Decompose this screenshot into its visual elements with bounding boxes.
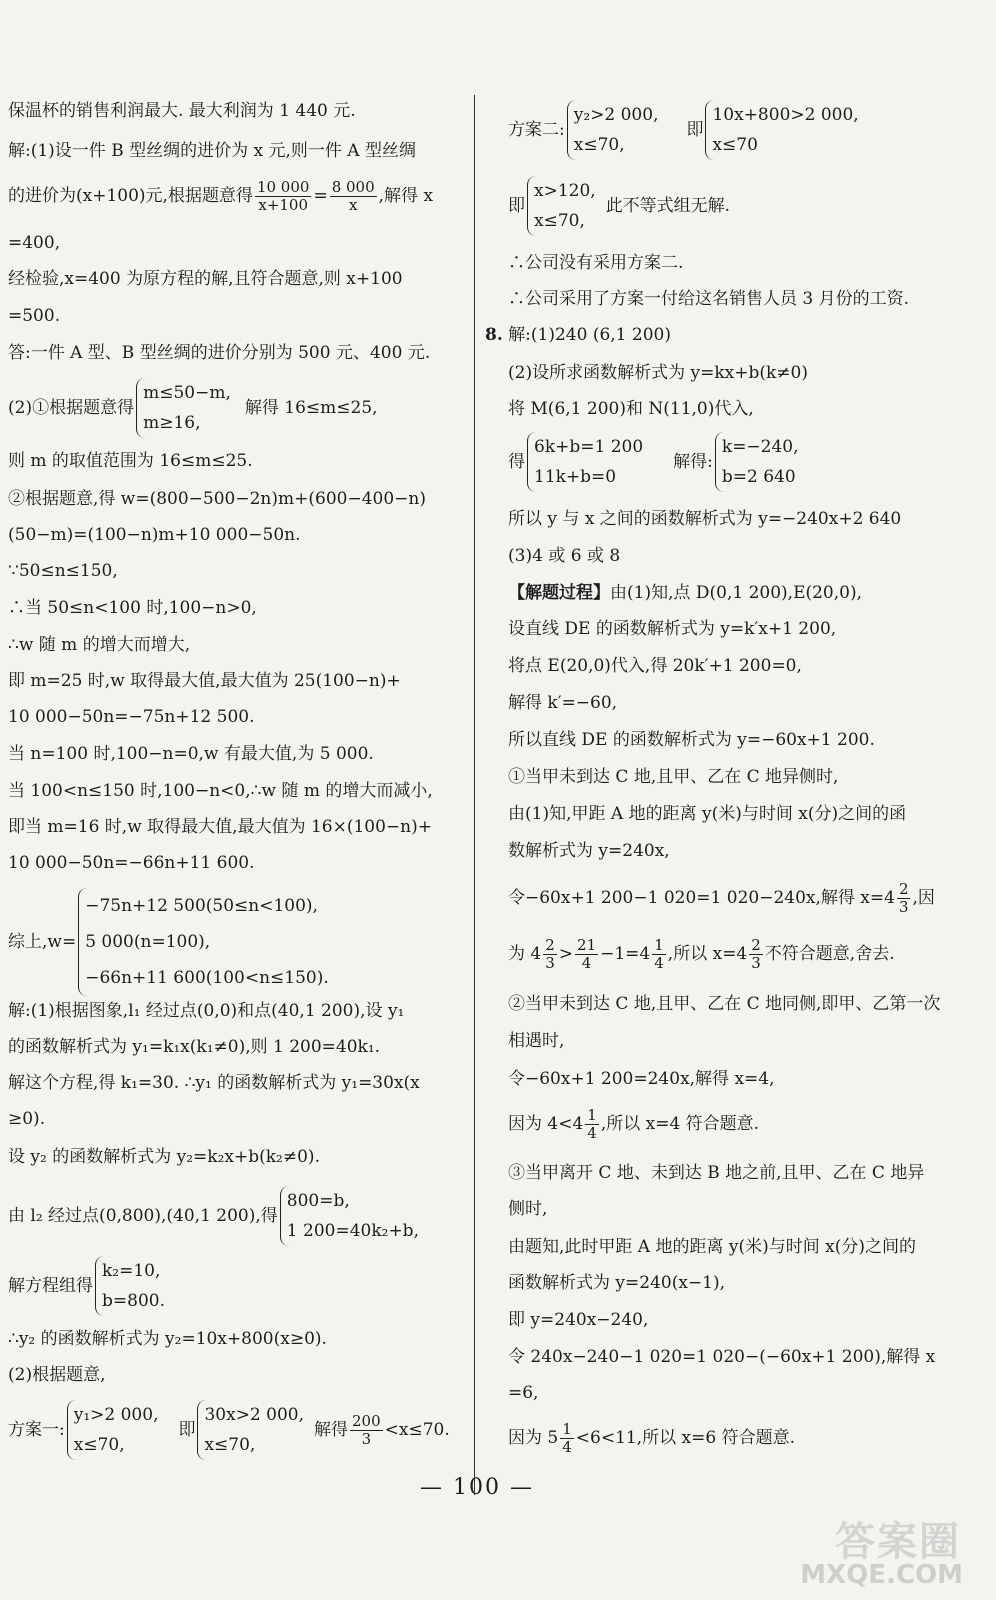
text-line: 函数解析式为 y=240(x−1), (508, 1273, 726, 1293)
watermark-logo (801, 1510, 971, 1590)
brace-system: 800=b, 1 200=40k₂+b, (280, 1186, 419, 1246)
text-line: 的进价为(x+100)元,根据题意得 $\frac{10 000}{x+100}$ = $\frac{8 000}{x}$ ,解得 x (8, 178, 434, 214)
text-line: 侧时, (508, 1199, 548, 1219)
brace-system: y₁>2 000, x≤70, (67, 1400, 159, 1460)
page-number: — 100 — (420, 1475, 534, 1500)
equation-system-line: 即 x>120, x≤70, 此不等式组无解. (508, 176, 730, 236)
equation-system-line: 方案二: y₂>2 000, x≤70, 即 10x+800>2 000, x≤70 (508, 100, 859, 160)
text-line: 当 100<n≤150 时,100−n<0,∴w 随 m 的增大而减小, (8, 781, 433, 801)
question-number: 8. (485, 325, 503, 345)
watermark-text: 答案圈 (835, 1519, 961, 1565)
text-line: (2)根据题意, (8, 1365, 106, 1385)
text-line: 答:一件 A 型、B 型丝绸的进价分别为 500 元、400 元. (8, 343, 431, 363)
text-line: ∴公司采用了方案一付给这名销售人员 3 月份的工资. (508, 289, 910, 309)
text-line: =500. (8, 306, 61, 326)
text-line: ③当甲离开 C 地、未到达 B 地之前,且甲、乙在 C 地异 (508, 1163, 925, 1183)
text-line: ∵50≤n≤150, (8, 561, 118, 581)
text-line: ∴y₂ 的函数解析式为 y₂=10x+800(x≥0). (8, 1329, 327, 1349)
fraction: $\frac{1}{4}$ (587, 1106, 597, 1142)
text-line: 即 m=25 时,w 取得最大值,最大值为 25(100−n)+ (8, 671, 401, 691)
text-line: 解:(1)设一件 B 型丝绸的进价为 x 元,则一件 A 型丝绸 (8, 141, 416, 161)
text-line: ∴公司没有采用方案二. (508, 253, 684, 273)
fraction: $\frac{2}{3}$ (545, 936, 555, 972)
text-line: 因为 4<4 $\frac{1}{4}$ ,所以 x=4 符合题意. (508, 1106, 760, 1142)
text-line: 当 n=100 时,100−n=0,w 有最大值,为 5 000. (8, 744, 374, 764)
text-line: =400, (8, 233, 61, 253)
text-line: (2)设所求函数解析式为 y=kx+b(k≠0) (508, 363, 808, 383)
question-8-header: 8. 解:(1)240 (6,1 200) (485, 325, 671, 345)
text-line: (3)4 或 6 或 8 (508, 546, 621, 566)
brace-system: −75n+12 500(50≤n<100), 5 000(n=100), −66n+11 600(100<n≤150). (78, 888, 329, 996)
brace-system: k=−240, b=2 640 (715, 432, 799, 492)
text-line: 将点 E(20,0)代入,得 20k′+1 200=0, (508, 656, 802, 676)
fraction: $\frac{200}{3}$ (352, 1411, 381, 1448)
brace-system: 30x>2 000, x≤70, (197, 1400, 304, 1460)
column-divider (474, 95, 475, 1495)
equation-system-line: (2)①根据题意得 m≤50−m, m≥16, 解得 16≤m≤25, (8, 378, 378, 438)
text-line: 令−60x+1 200=240x,解得 x=4, (508, 1069, 775, 1089)
equation-system-line: 由 l₂ 经过点(0,800),(40,1 200),得 800=b, 1 200=40k₂+b, (8, 1186, 419, 1246)
section-tag: 【解题过程】 (508, 583, 610, 603)
text-line: 数解析式为 y=240x, (508, 841, 670, 861)
text-line: ①当甲未到达 C 地,且甲、乙在 C 地异侧时, (508, 767, 839, 787)
equation-system-line: 解方程组得 k₂=10, b=800. (8, 1256, 165, 1316)
fraction: $\frac{8 000}{x}$ (331, 178, 375, 214)
text-line: 为 4 $\frac{2}{3}$ > $\frac{21}{4}$ −1=4 $\frac{1}{4}$ ,所以 x=4 $\frac{2}{3}$ 不符合题意,舍去. (508, 936, 895, 972)
text-line: ②根据题意,得 w=(800−500−2n)m+(600−400−n) (8, 489, 426, 509)
brace-system: k₂=10, b=800. (95, 1256, 165, 1316)
text-line: 相遇时, (508, 1031, 565, 1051)
text-line: 【解题过程】由(1)知,点 D(0,1 200),E(20,0), (508, 583, 863, 603)
text-line: =6, (508, 1383, 539, 1403)
fraction: $\frac{21}{4}$ (577, 936, 597, 972)
text-line: 令−60x+1 200−1 020=1 020−240x,解得 x=4 $\frac{2}{3}$ ,因 (508, 880, 935, 916)
brace-system: 6k+b=1 200 11k+b=0 (527, 432, 643, 492)
text-line: 解:(1)根据图象,l₁ 经过点(0,0)和点(40,1 200),设 y₁ (8, 1001, 405, 1021)
piecewise-line: 综上,w= −75n+12 500(50≤n<100), 5 000(n=100), −66n+11 600(100<n≤150). (8, 888, 329, 996)
text-line: 由题知,此时甲距 A 地的距离 y(米)与时间 x(分)之间的 (508, 1237, 917, 1257)
text-line: 则 m 的取值范围为 16≤m≤25. (8, 451, 253, 471)
equation-system-line: 方案一: y₁>2 000, x≤70, 即 30x>2 000, x≤70, 解得 $\frac{200}{3}$ <x≤70. (8, 1400, 450, 1460)
text-line: 解得 k′=−60, (508, 693, 618, 713)
text-line: ∴当 50≤n<100 时,100−n>0, (8, 598, 257, 618)
text-line: 由(1)知,甲距 A 地的距离 y(米)与时间 x(分)之间的函 (508, 804, 907, 824)
text-line: 令 240x−240−1 020=1 020−(−60x+1 200),解得 x (508, 1347, 936, 1367)
text-line: 10 000−50n=−75n+12 500. (8, 707, 255, 727)
text-line: 因为 5 $\frac{1}{4}$ <6<11,所以 x=6 符合题意. (508, 1420, 795, 1456)
fraction: $\frac{2}{3}$ (898, 880, 909, 916)
fraction: $\frac{10 000}{x+100}$ (256, 178, 310, 214)
fraction: $\frac{1}{4}$ (562, 1420, 572, 1456)
text-line: 即当 m=16 时,w 取得最大值,最大值为 16×(100−n)+ (8, 817, 432, 837)
brace-system: m≤50−m, m≥16, (136, 378, 231, 438)
brace-system: x>120, x≤70, (527, 176, 596, 236)
text-line: 所以 y 与 x 之间的函数解析式为 y=−240x+2 640 (508, 509, 902, 529)
text-line: 所以直线 DE 的函数解析式为 y=−60x+1 200. (508, 730, 875, 750)
brace-system: y₂>2 000, x≤70, (567, 100, 659, 160)
watermark-url: MXQE.COM (800, 1560, 963, 1590)
fraction: $\frac{1}{4}$ (654, 936, 664, 972)
text-line: 即 y=240x−240, (508, 1310, 649, 1330)
text-line: (50−m)=(100−n)m+10 000−50n. (8, 525, 301, 545)
equation-system-line: 得 6k+b=1 200 11k+b=0 解得: k=−240, b=2 640 (508, 432, 799, 492)
text-line: 将 M(6,1 200)和 N(11,0)代入, (508, 399, 754, 419)
text-line: 保温杯的销售利润最大. 最大利润为 1 440 元. (8, 101, 356, 121)
text-line: 设 y₂ 的函数解析式为 y₂=k₂x+b(k₂≠0). (8, 1147, 320, 1167)
text-line: 设直线 DE 的函数解析式为 y=k′x+1 200, (508, 619, 837, 639)
text-line: ≥0). (8, 1109, 46, 1129)
text-line: 经检验,x=400 为原方程的解,且符合题意,则 x+100 (8, 269, 403, 289)
text-line: 10 000−50n=−66n+11 600. (8, 853, 255, 873)
brace-system: 10x+800>2 000, x≤70 (705, 100, 858, 160)
text-line: 解这个方程,得 k₁=30. ∴y₁ 的函数解析式为 y₁=30x(x (8, 1073, 420, 1093)
text-line: 的函数解析式为 y₁=k₁x(k₁≠0),则 1 200=40k₁. (8, 1037, 381, 1057)
text-line: ②当甲未到达 C 地,且甲、乙在 C 地同侧,即甲、乙第一次 (508, 994, 941, 1014)
text-line: ∴w 随 m 的增大而增大, (8, 635, 191, 655)
fraction: $\frac{2}{3}$ (751, 936, 761, 972)
